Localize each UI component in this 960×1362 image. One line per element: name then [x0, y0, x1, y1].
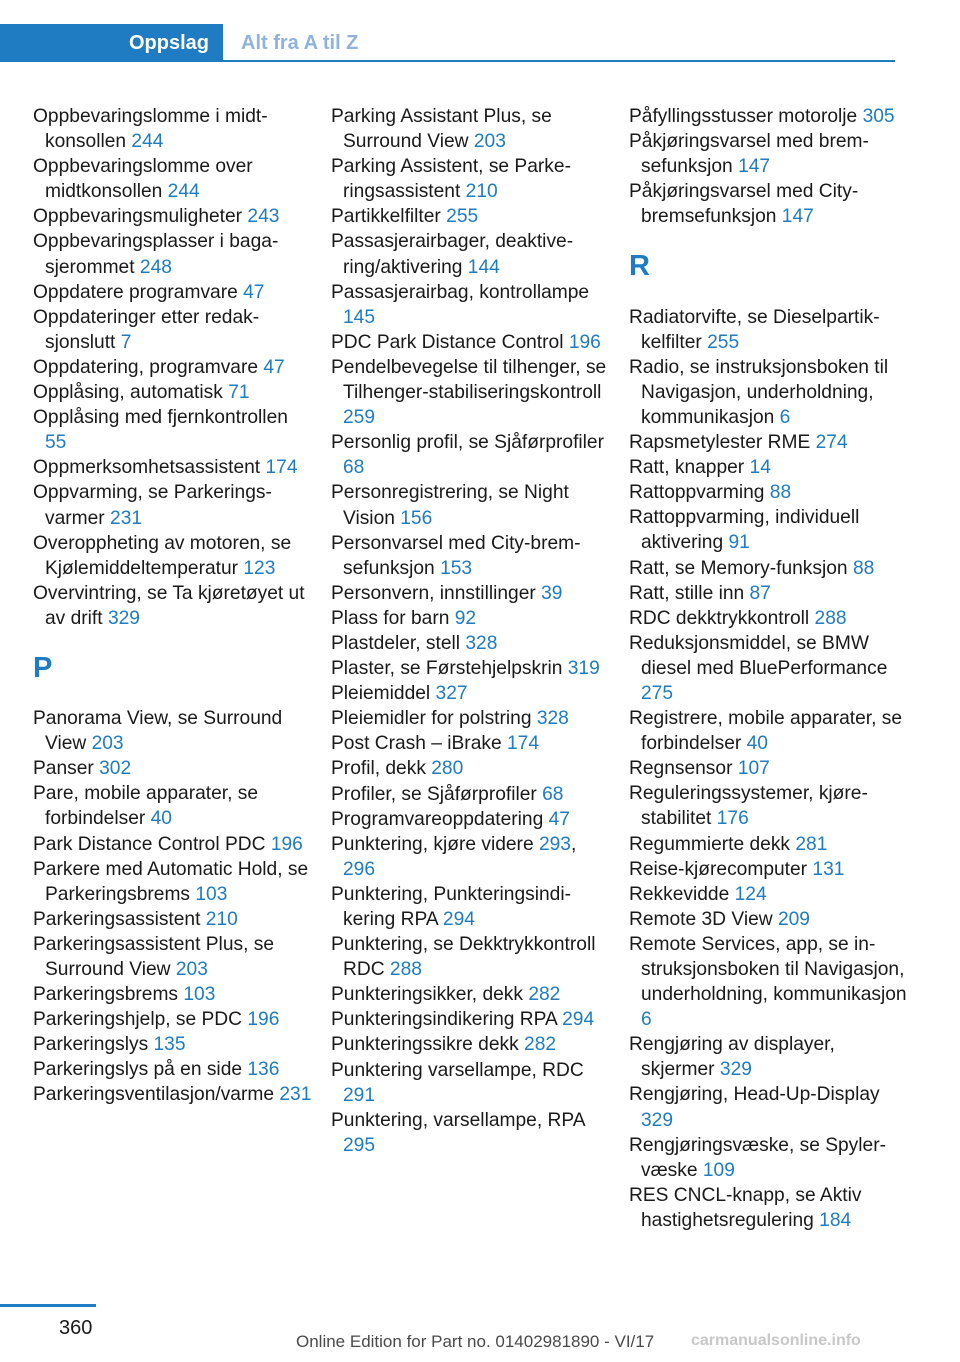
page-reference-link[interactable]: 196 — [247, 1009, 280, 1031]
page-number: 360 — [59, 1317, 93, 1339]
index-letter-heading: R — [629, 250, 650, 283]
index-entry-term: Programvareoppdatering — [331, 808, 544, 830]
index-entry — [629, 1082, 913, 1132]
page-reference-link[interactable]: 7 — [120, 331, 132, 353]
page-reference-link[interactable]: 144 — [467, 256, 500, 278]
index-entry-term: Rekkevidde — [629, 883, 730, 905]
index-entry — [331, 154, 613, 204]
index-entry — [629, 907, 913, 932]
page-reference-link[interactable]: 174 — [506, 733, 539, 755]
index-entry — [33, 1057, 313, 1082]
index-entry — [33, 932, 313, 982]
index-entry — [629, 430, 913, 455]
index-entry — [331, 631, 613, 656]
index-entry-term: Punktering, se Dekktrykkontroll RDC — [331, 934, 596, 981]
index-entry-term: Parkeringsventilasjon/varme — [33, 1084, 275, 1106]
index-column-3 — [629, 104, 913, 1233]
index-entry — [33, 455, 313, 480]
index-entry-term: Regnsensor — [629, 758, 733, 780]
index-entry — [33, 405, 313, 455]
page-reference-link[interactable]: 280 — [431, 758, 464, 780]
index-entry-term: Post Crash – iBrake — [331, 733, 502, 755]
index-entry-term: Park Distance Control PDC — [33, 833, 266, 855]
index-entry-term: Oppbevaringsplasser i bagasjerommet — [33, 231, 279, 278]
index-entry — [331, 104, 613, 154]
index-entry-term: Parking Assistent, se Parkeringsassistent — [331, 156, 571, 203]
index-entry-term: Rapsmetylester RME — [629, 432, 811, 454]
page-reference-link[interactable]: 176 — [716, 808, 749, 830]
index-entry-term: Regummierte dekk — [629, 833, 791, 855]
page-reference-link[interactable]: 131 — [812, 858, 845, 880]
index-entry — [629, 882, 913, 907]
index-entry-term: Parkeringsbrems — [33, 984, 179, 1006]
index-entry — [33, 706, 313, 756]
index-entry-term: Profil, dekk — [331, 758, 426, 780]
index-column-2 — [331, 104, 613, 1158]
index-entry — [33, 229, 313, 279]
page-reference-link[interactable]: 327 — [435, 683, 468, 705]
index-entry — [331, 706, 613, 731]
page-reference-link[interactable]: 184 — [819, 1209, 852, 1231]
index-entry — [629, 857, 913, 882]
page-reference-link[interactable]: 196 — [270, 833, 303, 855]
index-entry — [33, 380, 313, 405]
index-entry-term: Parkeringslys — [33, 1034, 149, 1056]
page-reference-link[interactable]: 147 — [738, 156, 771, 178]
index-entry-term: Reguleringssystemer, kjørestabilitet — [629, 783, 868, 830]
index-entry — [33, 154, 313, 204]
page-reference-link[interactable]: 243 — [247, 206, 280, 228]
index-entry-term: Punktering varsellampe, RDC — [331, 1059, 584, 1081]
page-reference-link[interactable]: 274 — [815, 432, 848, 454]
index-entry-term: Parking Assistant Plus, se Surround View — [331, 106, 552, 153]
index-entry — [629, 606, 913, 631]
page-reference-link[interactable]: 68 — [542, 783, 564, 805]
index-entry — [33, 857, 313, 907]
index-entry — [331, 1007, 613, 1032]
page-reference-link[interactable]: 47 — [263, 356, 285, 378]
page-reference-link[interactable]: 47 — [243, 281, 265, 303]
tab-alt-fra-a-til-z[interactable]: Alt fra A til Z — [241, 32, 359, 54]
index-entry — [629, 756, 913, 781]
page-reference-link[interactable]: 145 — [343, 306, 376, 328]
page-reference-link[interactable]: 174 — [265, 457, 298, 479]
index-entry-term: Parkeringsassistent Plus, se Surround View — [33, 933, 275, 980]
page-reference-link[interactable]: 329 — [641, 1109, 674, 1131]
index-entry — [331, 932, 613, 982]
page-reference-link[interactable]: 210 — [205, 908, 238, 930]
page-reference-link[interactable]: 156 — [400, 507, 433, 529]
index-entry-term: Personregistrering, se Night Vision — [331, 482, 569, 529]
index-entry-term: Reduksjonsmiddel, se BMW diesel med BluePerformance — [629, 632, 888, 679]
index-entry-term: Profiler, se Sjåførprofiler — [331, 783, 537, 805]
index-entry-term: Punkteringssikre dekk — [331, 1034, 519, 1056]
index-entry — [33, 982, 313, 1007]
index-entry-term: Punkteringsindikering RPA — [331, 1009, 557, 1031]
tab-oppslag[interactable]: Oppslag — [0, 24, 223, 62]
page-reference-link[interactable]: 88 — [852, 557, 875, 579]
index-entry — [331, 1108, 613, 1158]
page-reference-link[interactable]: 244 — [131, 131, 164, 153]
page-reference-link[interactable]: 47 — [548, 808, 570, 830]
index-entry — [331, 606, 613, 631]
watermark: carmanualsonline.info — [691, 1332, 861, 1349]
index-entry-term: Parkere med Automatic Hold, se Parkeringsbrems — [33, 858, 309, 905]
index-entry-term: Oppbevaringslomme over midtkonsollen — [33, 156, 253, 203]
index-entry-term: Personvarsel med City-bremsefunksjon — [331, 532, 581, 579]
index-entry — [629, 832, 913, 857]
index-entry-term: Oppdatere programvare — [33, 281, 238, 303]
index-entry-term: Oppdatering, programvare — [33, 356, 259, 378]
index-entry — [331, 1032, 613, 1057]
index-entry — [629, 932, 913, 1032]
page-reference-link[interactable]: 329 — [719, 1059, 752, 1081]
page-reference-link[interactable]: 305 — [862, 106, 895, 127]
index-entry — [33, 1032, 313, 1057]
page-reference-link[interactable]: 248 — [139, 256, 172, 278]
page-reference-link[interactable]: 259 — [343, 407, 376, 429]
page-reference-link[interactable]: 124 — [734, 883, 767, 905]
index-entry-term: Rengjøring, Head-Up-Display — [629, 1084, 880, 1106]
page-reference-link[interactable]: 88 — [769, 482, 792, 504]
page-reference-link[interactable]: 319 — [567, 658, 600, 680]
section-tab-bar — [0, 24, 895, 62]
index-entry-term: Parkeringslys på en side — [33, 1059, 243, 1081]
page-reference-link[interactable]: 40 — [746, 733, 768, 755]
page-reference-link[interactable]: 296 — [343, 858, 376, 880]
index-entry-term: Rengjøring av displayer, skjermer — [629, 1034, 835, 1081]
page-reference-link[interactable]: 92 — [454, 607, 477, 629]
index-entry — [33, 832, 313, 857]
index-entry — [33, 531, 313, 581]
page-reference-link[interactable]: 255 — [446, 206, 479, 228]
index-entry-term: Registrere, mobile apparater, se forbindelser — [629, 708, 903, 755]
index-entry — [33, 581, 313, 631]
index-entry — [629, 104, 913, 129]
index-entry — [33, 781, 313, 831]
index-entry — [629, 581, 913, 606]
index-entry — [331, 982, 613, 1007]
index-entry-term: Passasjerairbag, kontrollampe — [331, 281, 590, 303]
index-entry-term: RES CNCL-knapp, se Aktiv hastighetsregulering — [629, 1184, 862, 1231]
page-reference-link[interactable]: 14 — [749, 457, 771, 479]
page-reference-link[interactable]: 275 — [641, 682, 674, 704]
page-reference-link[interactable]: 123 — [243, 557, 276, 579]
index-entry — [629, 129, 913, 179]
index-entry-term: Påkjøringsvarsel med City-bremsefunksjon — [629, 181, 859, 228]
page-reference-link[interactable]: 135 — [153, 1034, 186, 1056]
page-reference-link[interactable]: 209 — [777, 908, 810, 930]
index-entry — [331, 731, 613, 756]
index-entry — [629, 631, 913, 706]
index-entry-term: Pendelbevegelse til tilhenger, se Tilhenger-stabiliseringskontroll — [331, 356, 607, 404]
page-reference-link[interactable]: 136 — [247, 1059, 280, 1081]
page-reference-link[interactable]: 147 — [781, 206, 814, 228]
index-entry-term: Rattoppvarming — [629, 482, 765, 504]
index-entry — [331, 204, 613, 229]
index-entry — [331, 756, 613, 781]
page-reference-link[interactable]: 294 — [442, 909, 475, 930]
page-reference-link[interactable]: 329 — [107, 607, 140, 629]
page-reference-link[interactable]: 231 — [110, 507, 143, 529]
page-reference-link[interactable]: 244 — [167, 181, 200, 203]
page-reference-link[interactable]: 282 — [528, 984, 561, 1006]
index-entry — [331, 355, 613, 430]
index-entry — [331, 807, 613, 832]
index-entry — [629, 1183, 913, 1233]
index-entry — [331, 882, 613, 932]
index-entry-term: Remote Services, app, se instruksjonsboken til Navigasjon, underholdning, kommunikasjon — [629, 933, 907, 1006]
index-entry-term: Punktering, kjøre videre — [331, 833, 534, 855]
index-entry — [629, 1032, 913, 1082]
page-reference-link[interactable]: 231 — [279, 1084, 312, 1106]
page-reference-link[interactable]: 295 — [343, 1134, 376, 1156]
index-entry-term: Opplåsing med fjernkontrollen — [33, 407, 288, 429]
index-entry-term: Overoppheting av motoren, se Kjølemiddeltemperatur — [33, 532, 292, 579]
index-entry-term: Radio, se instruksjonsboken til Navigasjon, underholdning, kommunikasjon — [629, 356, 889, 428]
index-entry-term: Ratt, se Memory-funksjon — [629, 557, 848, 579]
page-reference-link[interactable]: 87 — [749, 582, 771, 604]
page-reference-link[interactable]: 40 — [150, 808, 172, 830]
page-reference-link[interactable]: 6 — [779, 406, 791, 428]
index-entry-term: Oppvarming, se Parkeringsvarmer — [33, 482, 272, 529]
index-entry — [331, 480, 613, 530]
index-entry-term: Reise-kjørecomputer — [629, 858, 808, 880]
index-entry — [331, 581, 613, 606]
index-entry-term: Parkeringshjelp, se PDC — [33, 1009, 243, 1031]
index-entry-term: Plaster, se Førstehjelpskrin — [331, 658, 563, 680]
index-entry-term: Remote 3D View — [629, 908, 773, 930]
page-reference-link[interactable]: 281 — [795, 833, 828, 855]
footer-rule — [0, 1304, 96, 1307]
page-reference-link[interactable]: 328 — [536, 708, 569, 730]
index-entry — [331, 330, 613, 355]
index-entry-term: Punktering, varsellampe, RPA — [331, 1109, 585, 1131]
index-entry — [629, 505, 913, 555]
index-entry — [629, 179, 913, 229]
index-entry — [629, 556, 913, 581]
page-reference-link[interactable]: 282 — [524, 1034, 557, 1056]
page-reference-link[interactable]: 328 — [465, 632, 498, 654]
index-entry-term: Parkeringsassistent — [33, 908, 201, 930]
index-entry — [33, 1007, 313, 1032]
page-reference-link[interactable]: 71 — [228, 382, 250, 404]
index-entry — [331, 280, 613, 330]
page-reference-link[interactable]: 294 — [562, 1009, 595, 1031]
index-entry-term: Panser — [33, 758, 94, 780]
index-entry-term: Passasjerairbager, deaktivering/aktivering — [331, 231, 574, 278]
index-entry-term: Overvintring, se Ta kjøretøyet ut av drift — [33, 582, 305, 629]
tab-underline — [0, 60, 895, 62]
index-entry-term: Oppmerksomhetsassistent — [33, 457, 261, 479]
page-reference-link[interactable]: 109 — [702, 1159, 735, 1181]
index-entry-term: PDC Park Distance Control — [331, 331, 564, 353]
index-entry — [331, 430, 613, 480]
index-entry-term: Pleiemiddel — [331, 683, 431, 705]
page-reference-link[interactable]: 91 — [728, 532, 750, 554]
index-entry — [33, 104, 313, 154]
page-reference-link[interactable]: 103 — [195, 883, 228, 905]
index-entry-term: Påkjøringsvarsel med bremsefunksjon — [629, 131, 869, 178]
index-entry — [331, 656, 613, 681]
index-entry-term: Oppdateringer etter redaksjonslutt — [33, 306, 260, 353]
index-entry — [629, 1133, 913, 1183]
page-reference-link[interactable]: 103 — [183, 984, 216, 1006]
index-entry — [331, 531, 613, 581]
index-entry: Punktering, kjøre videre 293, 296 — [331, 833, 577, 880]
page-reference-link[interactable]: 55 — [45, 432, 67, 454]
index-entry-term: Personvern, innstillinger — [331, 582, 536, 604]
index-entry-term: Radiatorvifte, se Dieselpartikkelfilter — [629, 306, 880, 353]
page-reference-link[interactable]: 6 — [641, 1009, 652, 1031]
index-entry-term: Ratt, stille inn — [629, 582, 745, 604]
index-entry — [33, 756, 313, 781]
index-entry-term: RDC dekktrykkontroll — [629, 607, 810, 629]
index-entry — [629, 355, 913, 430]
index-entry — [33, 204, 313, 229]
page-reference-link[interactable]: 210 — [465, 181, 498, 203]
index-entry — [331, 681, 613, 706]
index-entry-term: Rengjøringsvæske, se Spylervæske — [629, 1134, 886, 1181]
edition-note: Online Edition for Part no. 01402981890 - VI/17 — [296, 1332, 655, 1351]
page-reference-link[interactable]: 302 — [99, 758, 132, 780]
index-entry — [629, 455, 913, 480]
page-reference-link[interactable]: 107 — [737, 758, 770, 780]
index-entry — [629, 305, 913, 355]
index-entry — [33, 480, 313, 530]
index-entry-term: Personlig profil, se Sjåførprofiler — [331, 432, 604, 454]
page-reference-link[interactable]: 39 — [541, 582, 563, 604]
page-reference-link[interactable]: 255 — [707, 331, 740, 353]
index-entry — [33, 355, 313, 380]
index-entry — [629, 480, 913, 505]
index-column-1 — [33, 104, 313, 1108]
index-entry — [629, 781, 913, 831]
page-reference-link[interactable]: 203 — [473, 131, 506, 153]
index-entry-term: Plastdeler, stell — [331, 632, 461, 654]
index-entry-term: Oppbevaringslomme i midtkonsollen — [33, 106, 268, 153]
page-reference-link[interactable]: 196 — [568, 331, 601, 353]
index-entry-term: Punktering, Punkteringsindikering RPA — [331, 883, 571, 930]
index-entry — [33, 907, 313, 932]
index-entry — [629, 706, 913, 756]
index-entry — [33, 305, 313, 355]
index-entry-term: Oppbevaringsmuligheter — [33, 206, 243, 228]
index-entry-term: Panorama View, se Surround View — [33, 708, 283, 755]
page-reference-link[interactable]: 293 — [538, 833, 571, 855]
index-entry — [331, 229, 613, 279]
index-entry-term: Partikkelfilter — [331, 206, 441, 228]
index-entry-term: Punkteringsikker, dekk — [331, 984, 523, 1006]
page-reference-link[interactable]: 288 — [814, 607, 847, 629]
index-entry-term: Påfyllingsstusser motorolje — [629, 106, 858, 127]
page-reference-link[interactable]: 153 — [440, 557, 473, 579]
index-entry — [33, 1082, 313, 1107]
index-entry-term: Ratt, knapper — [629, 457, 745, 479]
page-reference-link[interactable]: 68 — [343, 457, 365, 479]
page-reference-link[interactable]: 291 — [343, 1084, 376, 1106]
page-reference-link[interactable]: 288 — [389, 959, 422, 981]
page-reference-link[interactable]: 203 — [175, 959, 208, 980]
page-reference-link[interactable]: 203 — [91, 733, 124, 755]
index-entry — [331, 1058, 613, 1108]
index-entry — [33, 280, 313, 305]
index-entry — [331, 782, 613, 807]
index-entry-term: Pleiemidler for polstring — [331, 708, 532, 730]
index-entry-term: Pare, mobile apparater, se forbindelser — [33, 783, 259, 830]
index-entry-term: Opplåsing, automatisk — [33, 382, 223, 404]
index-entry-term: Plass for barn — [331, 607, 450, 629]
index-entry-term: Rattoppvarming, individuell aktivering — [629, 507, 860, 554]
index-letter-heading: P — [33, 651, 53, 684]
